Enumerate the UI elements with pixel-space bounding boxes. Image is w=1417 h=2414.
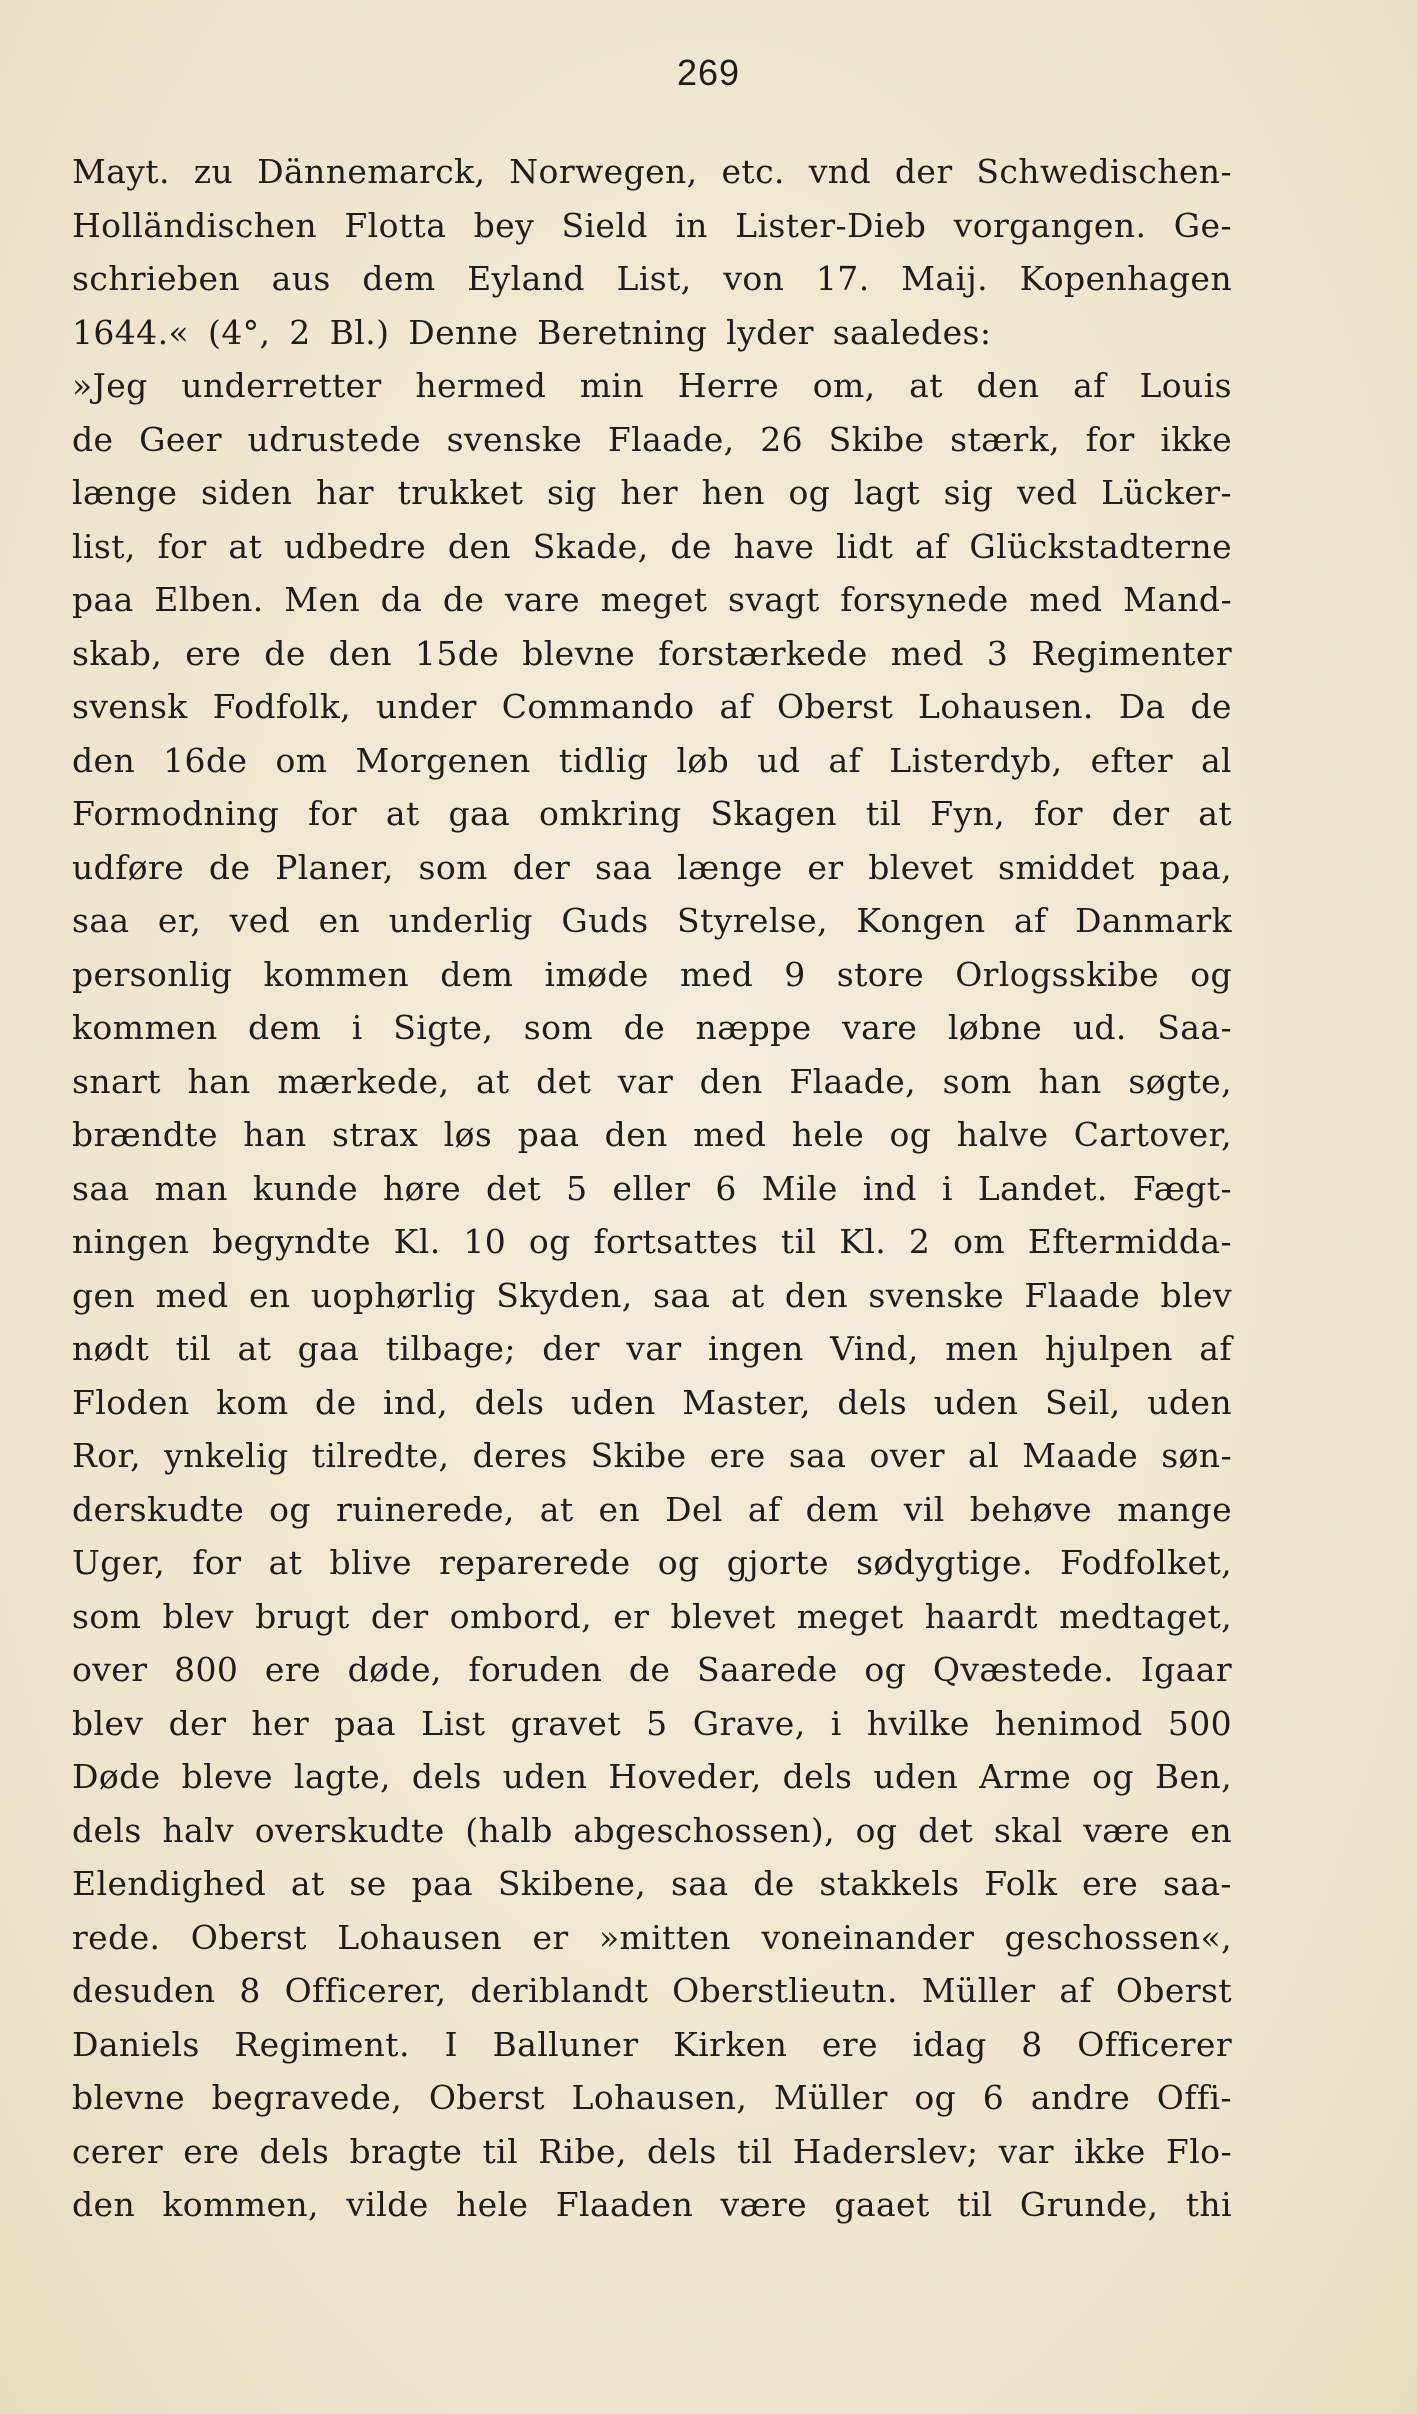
text-line: paa Elben. Men da de vare meget svagt forsynede med Mand- [72,580,1232,619]
text-line: list, for at udbedre den Skade, de have lidt af Glückstadterne [72,526,1232,566]
text-line: cerer ere dels bragte til Ribe, dels til Haderslev; var ikke Flo- [72,2131,1232,2171]
text-line: Døde bleve lagte, dels uden Hoveder, dels uden Arme og Ben, [72,1757,1232,1796]
text-line: de Geer udrustede svenske Flaade, 26 Skibe stærk, for ikke [72,419,1232,459]
text-line: den kommen, vilde hele Flaaden være gaaet til Grunde, thi [72,2185,1232,2224]
text-line: som blev brugt der ombord, er blevet meget haardt medtaget, [72,1596,1232,1636]
text-line: svensk Fodfolk, under Commando af Oberst Lohausen. Da de [72,687,1232,726]
text-line: 1644.« (4°, 2 Bl.) Denne Beretning lyder saaledes: [72,312,992,352]
text-line: saa man kunde høre det 5 eller 6 Mile ind i Landet. Fægt- [72,1168,1232,1208]
text-line: Uger, for at blive reparerede og gjorte sødygtige. Fodfolket, [72,1543,1232,1582]
text-line: rede. Oberst Lohausen er »mitten voneinander geschossen«, [72,1917,1232,1957]
text-line: den 16de om Morgenen tidlig løb ud af Listerdyb, efter al [72,740,1232,780]
page-number: 269 [676,52,741,93]
text-line: »Jeg underretter hermed min Herre om, at den af Louis [72,366,1232,405]
text-line: Holländischen Flotta bey Sield in Lister-Dieb vorgangen. Ge- [72,205,1232,245]
text-line: Floden kom de ind, dels uden Master, dels uden Seil, uden [72,1382,1232,1422]
text-line: kommen dem i Sigte, som de næppe vare løbne ud. Saa- [72,1008,1232,1047]
text-line: blev der her paa List gravet 5 Grave, i hvilke henimod 500 [72,1703,1232,1743]
text-line: over 800 ere døde, foruden de Saarede og Qvæstede. Igaar [72,1650,1232,1689]
text-line: schrieben aus dem Eyland List, von 17. Maij. Kopenhagen [72,259,1232,298]
text-line: derskudte og ruinerede, at en Del af dem vil behøve mange [72,1489,1232,1529]
text-line: udføre de Planer, som der saa længe er blevet smiddet paa, [72,847,1232,887]
text-line: ningen begyndte Kl. 10 og fortsattes til Kl. 2 om Eftermidda- [72,1222,1232,1261]
text-line: længe siden har trukket sig her hen og lagt sig ved Lücker- [72,473,1232,512]
text-line: dels halv overskudte (halb abgeschossen), og det skal være en [72,1810,1232,1850]
text-line: Ror, ynkelig tilredte, deres Skibe ere saa over al Maade søn- [72,1436,1232,1475]
text-line: skab, ere de den 15de blevne forstærkede med 3 Regimenter [72,633,1232,673]
text-line: nødt til at gaa tilbage; der var ingen Vind, men hjulpen af [72,1329,1232,1368]
text-line: blevne begravede, Oberst Lohausen, Müller og 6 andre Offi- [72,2078,1232,2117]
text-line: gen med en uophørlig Skyden, saa at den svenske Flaade blev [72,1275,1232,1315]
text-line: desuden 8 Officerer, deriblandt Oberstlieutn. Müller af Oberst [72,1971,1232,2010]
text-line: Formodning for at gaa omkring Skagen til Fyn, for der at [72,794,1232,833]
text-line: personlig kommen dem imøde med 9 store Orlogsskibe og [72,954,1232,994]
text-line: brændte han strax løs paa den med hele og halve Cartover, [72,1115,1232,1154]
text-line: Mayt. zu Dännemarck, Norwegen, etc. vnd der Schwedischen- [72,152,1232,191]
text-line: Elendighed at se paa Skibene, saa de stakkels Folk ere saa- [72,1864,1232,1903]
text-line: snart han mærkede, at det var den Flaade, som han søgte, [72,1061,1232,1101]
body-text [72,145,1232,2232]
text-line: Daniels Regiment. I Balluner Kirken ere idag 8 Officerer [72,2024,1232,2064]
text-line: saa er, ved en underlig Guds Styrelse, Kongen af Danmark [72,901,1232,940]
